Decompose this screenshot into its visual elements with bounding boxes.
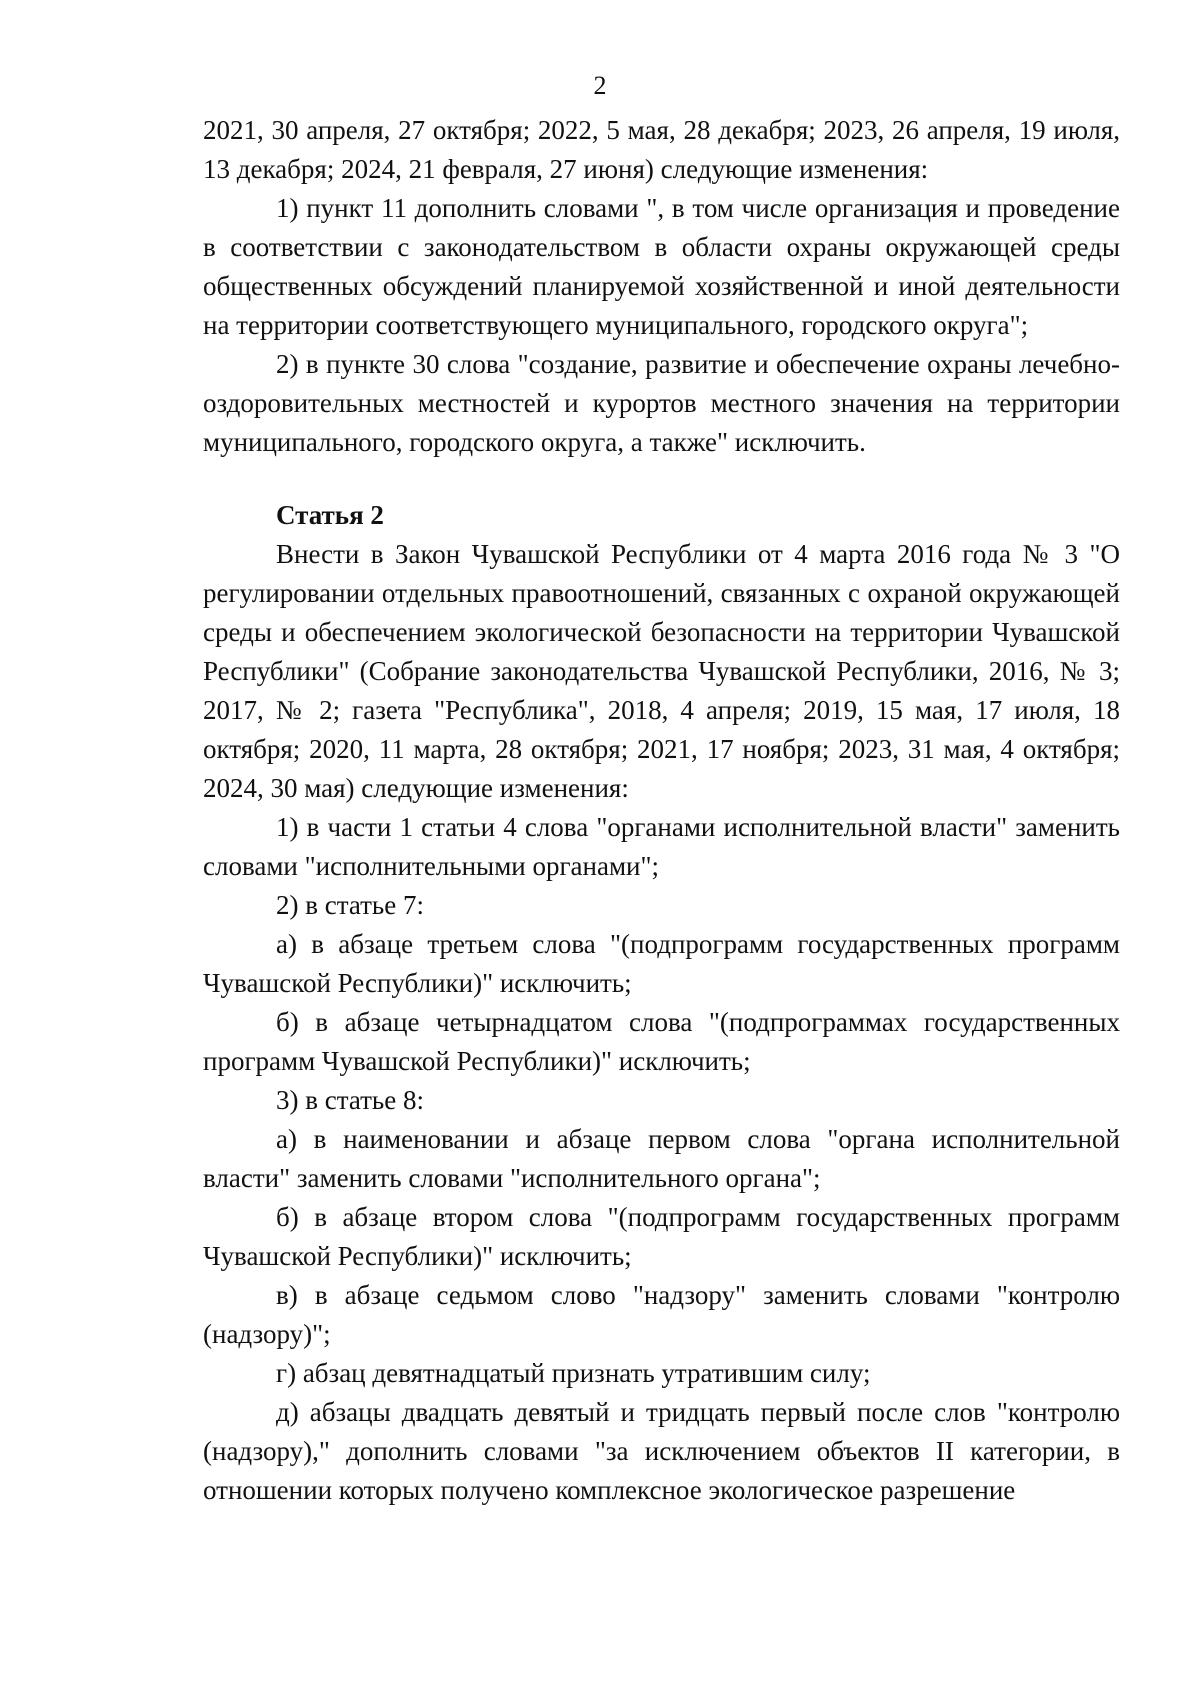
paragraph: б) в абзаце втором слова "(подпрограмм государственных программ Чувашской Республики)" исключить; [203, 1202, 1120, 1271]
paragraph: в) в абзаце седьмом слово "надзору" заменить словами "контролю (надзору)"; [203, 1280, 1120, 1349]
paragraph: 2) в статье 7: [276, 890, 424, 920]
paragraph: 2) в пункте 30 слова "создание, развитие и обеспечение охраны лечебно-оздоровительных местностей и курортов местного значения на территории муниципального, городского округа, а также" исключить. [203, 349, 1120, 457]
page-number: 2 [593, 71, 607, 100]
paragraph: 2021, 30 апреля, 27 октября; 2022, 5 мая, 28 декабря; 2023, 26 апреля, 19 июля, 13 декабря; 2024, 21 февраля, 27 июня) следующие изменения: [203, 115, 1120, 184]
paragraph: д) абзацы двадцать девятый и тридцать первый после слов "контролю (надзору)," дополнить словами "за исключением объектов II категории, в отношении которых получено комплексное экологическое разрешение [203, 1397, 1120, 1505]
paragraph: Внести в Закон Чувашской Республики от 4 марта 2016 года № 3 "О регулировании отдельных правоотношений, связанных с охраной окружающей среды и обеспечением экологической безопасности на территории Чувашской Республики" (Собрание законодательства Чувашской Республики, 2016, № 3; 2017, № 2; газета "Республика", 2018, 4 апреля; 2019, 15 мая, 17 июля, 18 октября; 2020, 11 марта, 28 октября; 2021, 17 ноября; 2023, 31 мая, 4 октября; 2024, 30 мая) следующие изменения: [203, 539, 1120, 803]
paragraph: б) в абзаце четырнадцатом слова "(подпрограммах государственных программ Чувашской Республики)" исключить; [203, 1007, 1120, 1076]
document-body [203, 111, 1120, 1510]
paragraph: г) абзац девятнадцатый признать утратившим силу; [276, 1358, 871, 1388]
article-heading: Статья 2 [276, 500, 384, 530]
paragraph: а) в наименовании и абзаце первом слова "органа исполнительной власти" заменить словами "исполнительного органа"; [203, 1124, 1120, 1193]
paragraph: а) в абзаце третьем слова "(подпрограмм государственных программ Чувашской Республики)" исключить; [203, 929, 1120, 998]
paragraph: 3) в статье 8: [276, 1085, 424, 1115]
paragraph: 1) пункт 11 дополнить словами ", в том числе организация и проведение в соответствии с законодательством в области охраны окружающей среды общественных обсуждений планируемой хозяйственной и иной деятельности на территории соответствующего муниципального, городского округа"; [203, 193, 1120, 340]
paragraph: 1) в части 1 статьи 4 слова "органами исполнительной власти" заменить словами "исполнительными органами"; [203, 812, 1120, 881]
